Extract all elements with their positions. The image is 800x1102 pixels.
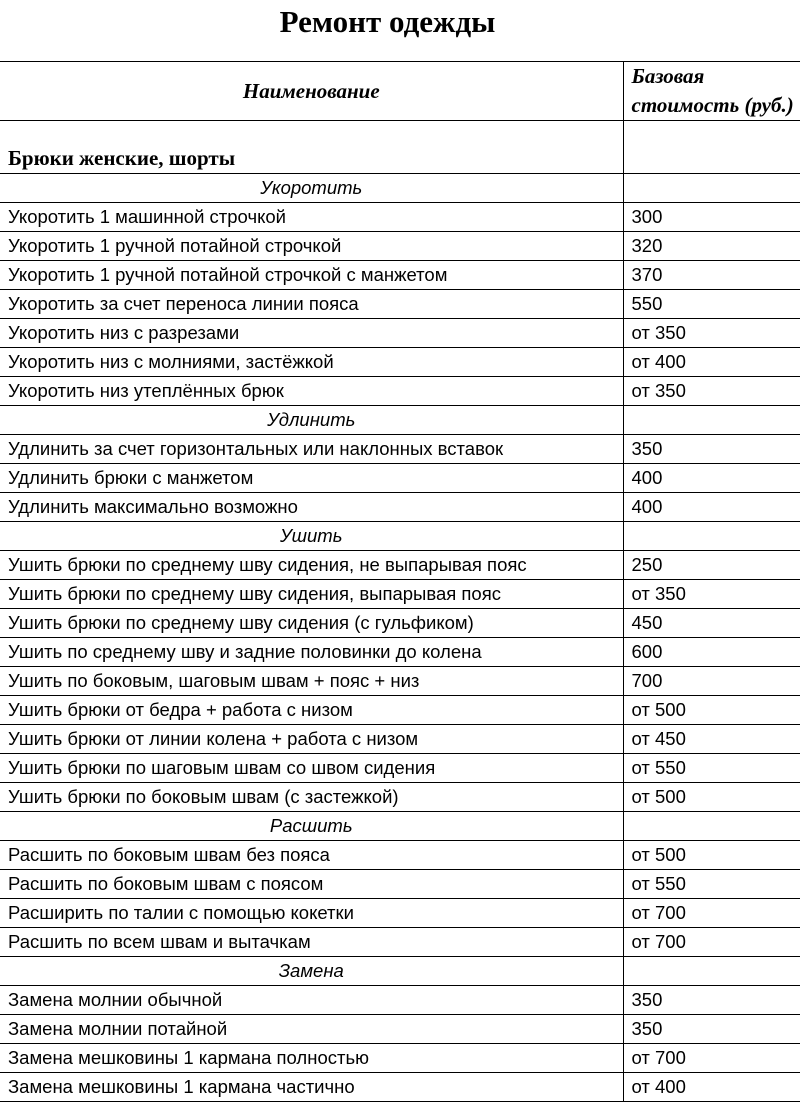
service-price: 350 <box>623 1015 800 1044</box>
service-price: 450 <box>623 609 800 638</box>
section-row <box>0 957 800 986</box>
service-price: 300 <box>623 203 800 232</box>
service-name: Укоротить низ утеплённых брюк <box>0 377 623 406</box>
header-price <box>623 62 800 121</box>
service-price: 400 <box>623 464 800 493</box>
section-price-cell <box>623 406 800 435</box>
service-price: от 500 <box>623 696 800 725</box>
header-price-line1: Базовая <box>631 64 705 88</box>
service-name: Замена молнии потайной <box>0 1015 623 1044</box>
service-name: Удлинить брюки с манжетом <box>0 464 623 493</box>
group-price-cell <box>623 121 800 174</box>
table-row <box>0 841 800 870</box>
service-price: от 500 <box>623 841 800 870</box>
service-name: Замена мешковины 1 кармана полностью <box>0 1044 623 1073</box>
table-row <box>0 696 800 725</box>
service-name: Укоротить низ с молниями, застёжкой <box>0 348 623 377</box>
header-name: Наименование <box>0 62 623 121</box>
service-name: Ушить брюки по среднему шву сидения, не выпарывая пояс <box>0 551 623 580</box>
service-price: 370 <box>623 261 800 290</box>
table-row <box>0 928 800 957</box>
service-name: Ушить брюки по среднему шву сидения, выпарывая пояс <box>0 580 623 609</box>
service-price: от 550 <box>623 754 800 783</box>
service-price: от 450 <box>623 725 800 754</box>
section-row <box>0 406 800 435</box>
service-price: от 350 <box>623 580 800 609</box>
service-price: от 700 <box>623 899 800 928</box>
table-row <box>0 638 800 667</box>
table-row <box>0 348 800 377</box>
table-row <box>0 1044 800 1073</box>
table-row <box>0 232 800 261</box>
service-name: Ушить по боковым, шаговым швам + пояс + низ <box>0 667 623 696</box>
service-name: Ушить по среднему шву и задние половинки до колена <box>0 638 623 667</box>
service-price: от 550 <box>623 870 800 899</box>
service-name: Расшить по боковым швам с поясом <box>0 870 623 899</box>
table-row <box>0 899 800 928</box>
service-name: Ушить брюки от бедра + работа с низом <box>0 696 623 725</box>
service-price: 700 <box>623 667 800 696</box>
table-row <box>0 580 800 609</box>
service-name: Ушить брюки по среднему шву сидения (с гульфиком) <box>0 609 623 638</box>
service-price: 320 <box>623 232 800 261</box>
table-row <box>0 203 800 232</box>
service-name: Расшить по всем швам и вытачкам <box>0 928 623 957</box>
section-row <box>0 522 800 551</box>
service-price: от 400 <box>623 348 800 377</box>
table-row <box>0 290 800 319</box>
table-header-row <box>0 62 800 121</box>
price-table <box>0 61 800 1102</box>
service-name: Ушить брюки по шаговым швам со швом сидения <box>0 754 623 783</box>
group-title: Брюки женские, шорты <box>0 121 623 174</box>
service-price: от 700 <box>623 928 800 957</box>
table-row <box>0 551 800 580</box>
service-name: Расширить по талии с помощью кокетки <box>0 899 623 928</box>
section-row <box>0 812 800 841</box>
table-row <box>0 261 800 290</box>
section-title: Ушить <box>0 522 623 551</box>
table-row <box>0 870 800 899</box>
table-row <box>0 464 800 493</box>
service-name: Укоротить за счет переноса линии пояса <box>0 290 623 319</box>
service-name: Укоротить 1 ручной потайной строчкой с манжетом <box>0 261 623 290</box>
section-price-cell <box>623 812 800 841</box>
service-price: от 350 <box>623 319 800 348</box>
service-price: 350 <box>623 986 800 1015</box>
service-price: 350 <box>623 435 800 464</box>
table-row <box>0 609 800 638</box>
service-price: 250 <box>623 551 800 580</box>
service-price: от 700 <box>623 1044 800 1073</box>
service-name: Ушить брюки от линии колена + работа с низом <box>0 725 623 754</box>
service-name: Укоротить 1 ручной потайной строчкой <box>0 232 623 261</box>
service-price: 550 <box>623 290 800 319</box>
table-row <box>0 783 800 812</box>
header-price-line2: стоимость (руб.) <box>631 93 794 117</box>
table-row <box>0 667 800 696</box>
service-name: Удлинить максимально возможно <box>0 493 623 522</box>
table-row <box>0 435 800 464</box>
section-title: Замена <box>0 957 623 986</box>
group-row <box>0 121 800 174</box>
table-row <box>0 493 800 522</box>
service-name: Укоротить 1 машинной строчкой <box>0 203 623 232</box>
table-row <box>0 377 800 406</box>
service-price: от 400 <box>623 1073 800 1102</box>
section-price-cell <box>623 174 800 203</box>
service-price: от 350 <box>623 377 800 406</box>
service-price: 400 <box>623 493 800 522</box>
section-title: Расшить <box>0 812 623 841</box>
section-title: Укоротить <box>0 174 623 203</box>
service-name: Расшить по боковым швам без пояса <box>0 841 623 870</box>
section-row <box>0 174 800 203</box>
section-price-cell <box>623 957 800 986</box>
service-name: Ушить брюки по боковым швам (с застежкой) <box>0 783 623 812</box>
table-row <box>0 986 800 1015</box>
table-row <box>0 754 800 783</box>
section-price-cell <box>623 522 800 551</box>
page-title: Ремонт одежды <box>279 4 496 39</box>
table-row <box>0 319 800 348</box>
service-name: Замена молнии обычной <box>0 986 623 1015</box>
service-price: 600 <box>623 638 800 667</box>
table-row <box>0 1073 800 1102</box>
table-row <box>0 1015 800 1044</box>
table-row <box>0 725 800 754</box>
section-title: Удлинить <box>0 406 623 435</box>
service-name: Замена мешковины 1 кармана частично <box>0 1073 623 1102</box>
service-name: Удлинить за счет горизонтальных или наклонных вставок <box>0 435 623 464</box>
service-name: Укоротить низ с разрезами <box>0 319 623 348</box>
service-price: от 500 <box>623 783 800 812</box>
